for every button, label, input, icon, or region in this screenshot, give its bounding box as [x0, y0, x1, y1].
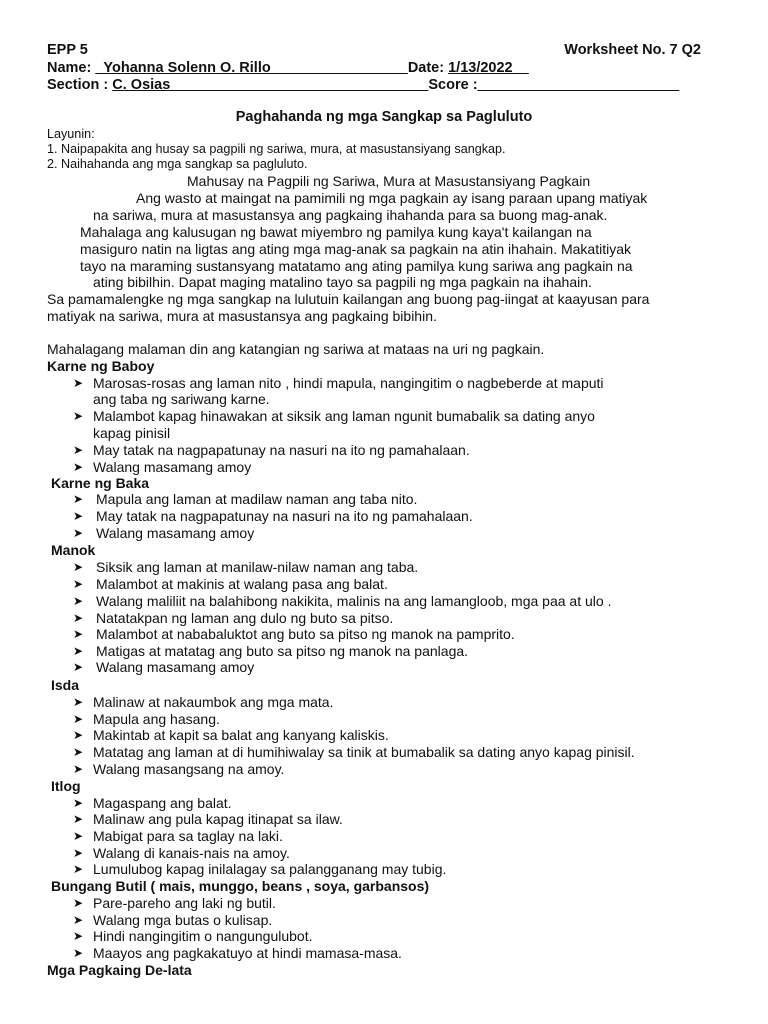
list-item: Marosas-rosas ang laman nito , hindi mapula, nangingitim o nagbeberde at maputi — [93, 375, 604, 391]
arrowhead-bullet-icon: ➤ — [73, 796, 84, 810]
list-item: Maayos ang pagkakatuyo at hindi mamasa-masa. — [93, 945, 402, 961]
list-item: Matatag ang laman at di humihiwalay sa tinik at bumabalik sa dating anyo kapag pinisil. — [93, 744, 635, 760]
arrowhead-bullet-icon: ➤ — [73, 460, 84, 474]
arrowhead-bullet-icon: ➤ — [73, 660, 84, 674]
list-item: Walang mga butas o kulisap. — [93, 912, 273, 928]
arrowhead-bullet-icon: ➤ — [73, 644, 84, 658]
date-value: 1/13/2022__ — [448, 60, 529, 76]
list-item: Siksik ang laman at manilaw-nilaw naman ang taba. — [96, 559, 419, 575]
intro-line: Mahalagang malaman din ang katangian ng sariwa at mataas na uri ng pagkain. — [47, 341, 545, 357]
section-line — [47, 77, 679, 93]
subject-label: EPP 5 — [47, 42, 88, 58]
arrowhead-bullet-icon: ➤ — [73, 376, 84, 390]
arrowhead-bullet-icon: ➤ — [73, 929, 84, 943]
arrowhead-bullet-icon: ➤ — [73, 829, 84, 843]
arrowhead-bullet-icon: ➤ — [73, 913, 84, 927]
list-item: Natatakpan ng laman ang dulo ng buto sa pitso. — [96, 610, 394, 626]
list-item: Walang masangsang na amoy. — [93, 761, 285, 777]
worksheet-number: Worksheet No. 7 Q2 — [564, 42, 701, 58]
list-item: Mapula ang hasang. — [93, 711, 220, 727]
score-label: Score : — [428, 77, 478, 93]
section-heading: Mga Pagkaing De-lata — [47, 962, 192, 978]
list-item: Mabigat para sa taglay na laki. — [93, 828, 283, 844]
arrowhead-bullet-icon: ➤ — [73, 443, 84, 457]
lesson-subtitle: Mahusay na Pagpili ng Sariwa, Mura at Masustansiyang Pagkain — [187, 173, 591, 189]
arrowhead-bullet-icon: ➤ — [73, 862, 84, 876]
section-heading: Bungang Butil ( mais, munggo, beans , soya, garbansos) — [51, 878, 430, 894]
name-value: _Yohanna Solenn O. Rillo_________________ — [95, 60, 408, 76]
arrowhead-bullet-icon: ➤ — [73, 745, 84, 759]
arrowhead-bullet-icon: ➤ — [73, 560, 84, 574]
arrowhead-bullet-icon: ➤ — [73, 728, 84, 742]
list-item: Walang masamang amoy — [96, 525, 255, 541]
score-value: _________________________ — [477, 77, 680, 93]
page-title: Paghahanda ng mga Sangkap sa Pagluluto — [235, 109, 533, 125]
paragraph-line: tayo na maraming sustansyang matatamo ang ating pamilya kung sariwa ang pagkain na — [80, 258, 633, 274]
arrowhead-bullet-icon: ➤ — [73, 594, 84, 608]
section-heading: Isda — [51, 677, 80, 693]
arrowhead-bullet-icon: ➤ — [73, 577, 84, 591]
market-line: Sa pamamalengke ng mga sangkap na lulutuin kailangan ang buong pag-iingat at kaayusan para — [47, 291, 650, 307]
section-label: Section : — [47, 77, 113, 93]
paragraph-line: na sariwa, mura at masustansya ang pagkaing ihahanda para sa buong mag-anak. — [93, 207, 608, 223]
arrowhead-bullet-icon: ➤ — [73, 611, 84, 625]
list-item: Malambot at nababaluktot ang buto sa pitso ng manok na pamprito. — [96, 626, 515, 642]
arrowhead-bullet-icon: ➤ — [73, 492, 84, 506]
arrowhead-bullet-icon: ➤ — [73, 695, 84, 709]
list-item: Walang masamang amoy — [96, 659, 255, 675]
paragraph-line: ating bibilhin. Dapat maging matalino tayo sa pagpili ng mga pagkain na ihahain. — [93, 274, 592, 290]
section-heading: Itlog — [51, 778, 81, 794]
list-item-continuation: kapag pinisil — [93, 425, 171, 441]
paragraph-line: Mahalaga ang kalusugan ng bawat miyembro ng pamilya kung kaya't kailangan na — [80, 224, 592, 240]
list-item: Malinaw ang pula kapag itinapat sa ilaw. — [93, 811, 343, 827]
section-value: C. Osias________________________________ — [112, 77, 429, 93]
list-item: Lumulubog kapag inilalagay sa palangganang may tubig. — [93, 861, 447, 877]
list-item: Walang masamang amoy — [93, 459, 252, 475]
name-label: Name: — [47, 60, 96, 76]
objectives-label: Layunin: — [47, 127, 95, 141]
objective-item: 1. Naipapakita ang husay sa pagpili ng sariwa, mura, at masustansiyang sangkap. — [47, 142, 506, 156]
arrowhead-bullet-icon: ➤ — [73, 846, 84, 860]
list-item: Matigas at matatag ang buto sa pitso ng manok na panlaga. — [96, 643, 469, 659]
arrowhead-bullet-icon: ➤ — [73, 409, 84, 423]
arrowhead-bullet-icon: ➤ — [73, 946, 84, 960]
list-item: Malambot at makinis at walang pasa ang balat. — [96, 576, 388, 592]
arrowhead-bullet-icon: ➤ — [73, 762, 84, 776]
paragraph-line: masiguro natin na ligtas ang ating mga mag-anak sa pagkain na atin ihahain. Makatitiyak — [80, 241, 631, 257]
list-item: Pare-pareho ang laki ng butil. — [93, 895, 276, 911]
list-item: Walang maliliit na balahibong nakikita, malinis na ang lamangloob, mga paa at ulo . — [96, 593, 612, 609]
name-line — [47, 60, 529, 76]
arrowhead-bullet-icon: ➤ — [73, 812, 84, 826]
list-item: Mapula ang laman at madilaw naman ang taba nito. — [96, 491, 418, 507]
objective-item: 2. Naihahanda ang mga sangkap sa pagluluto. — [47, 157, 308, 171]
paragraph-line: Ang wasto at maingat na pamimili ng mga pagkain ay isang paraan upang matiyak — [136, 190, 648, 206]
list-item: Walang di kanais-nais na amoy. — [93, 845, 290, 861]
arrowhead-bullet-icon: ➤ — [73, 509, 84, 523]
arrowhead-bullet-icon: ➤ — [73, 526, 84, 540]
arrowhead-bullet-icon: ➤ — [73, 896, 84, 910]
section-heading: Manok — [51, 542, 96, 558]
section-heading: Karne ng Baka — [51, 475, 150, 491]
section-heading: Karne ng Baboy — [47, 358, 155, 374]
list-item: Magaspang ang balat. — [93, 795, 232, 811]
list-item: Makintab at kapit sa balat ang kanyang kaliskis. — [93, 727, 389, 743]
arrowhead-bullet-icon: ➤ — [73, 627, 84, 641]
date-label: Date: — [407, 60, 449, 76]
list-item: May tatak na nagpapatunay na nasuri na ito ng pamahalaan. — [96, 508, 473, 524]
list-item: Malinaw at nakaumbok ang mga mata. — [93, 694, 334, 710]
market-line: matiyak na sariwa, mura at masustansya ang pagkaing bibihin. — [47, 308, 437, 324]
list-item-continuation: ang taba ng sariwang karne. — [93, 391, 270, 407]
list-item: Hindi nangingitim o nangungulubot. — [93, 928, 313, 944]
list-item: May tatak na nagpapatunay na nasuri na ito ng pamahalaan. — [93, 442, 470, 458]
list-item: Malambot kapag hinawakan at siksik ang laman ngunit bumabalik sa dating anyo — [93, 408, 595, 424]
arrowhead-bullet-icon: ➤ — [73, 712, 84, 726]
